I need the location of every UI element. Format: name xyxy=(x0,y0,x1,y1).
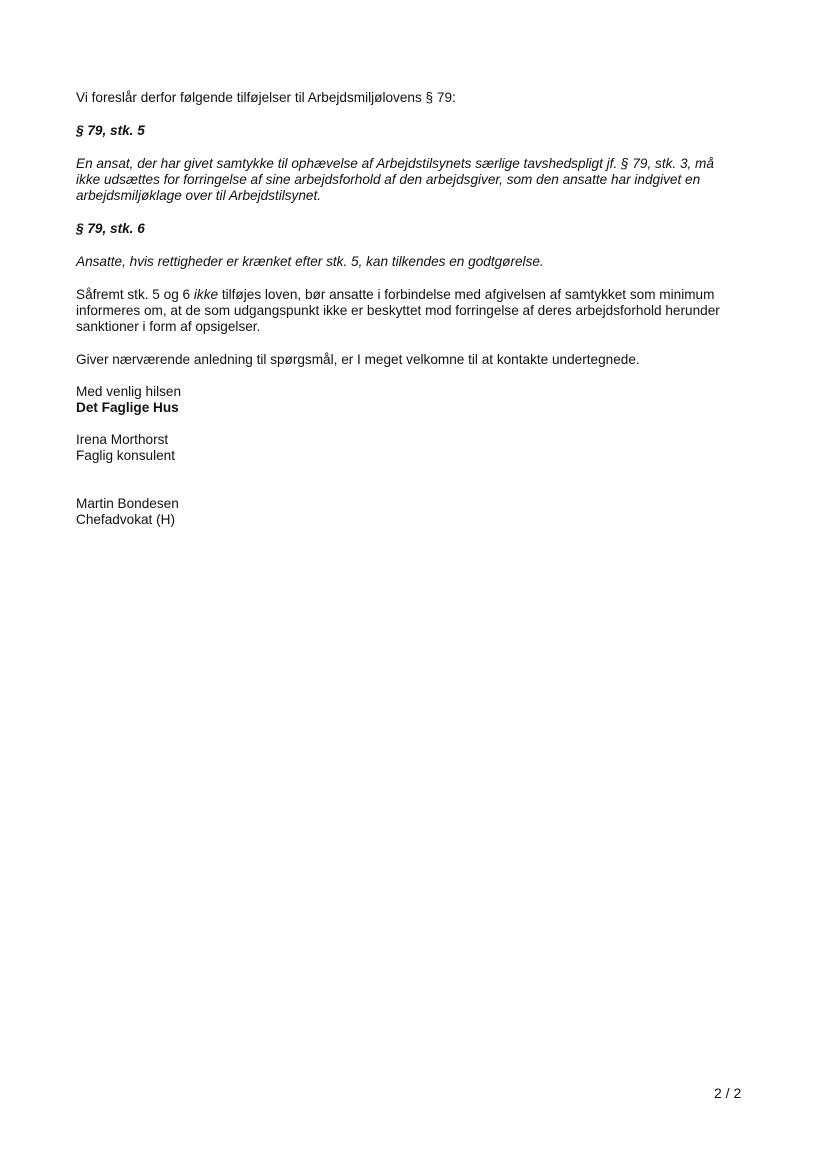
closing-text: Med venlig hilsen xyxy=(76,384,182,399)
section-text-line: arbejdsmiljøklage over til Arbejdstilsynet. xyxy=(76,188,322,203)
section-text-line: En ansat, der har givet samtykke til ophævelse af Arbejdstilsynets særlige tavshedspligt jf. § 79, stk. 3, må xyxy=(76,156,714,171)
signer-title: Chefadvokat (H) xyxy=(76,512,175,527)
signer-name: Irena Morthorst xyxy=(76,432,169,447)
paragraph-text: Såfremt stk. 5 og 6 xyxy=(76,287,194,302)
section-text-stk6: Ansatte, hvis rettigheder er krænket efter stk. 5, kan tilkendes en godtgørelse. xyxy=(76,254,544,269)
paragraph-line: sanktioner i form af opsigelser. xyxy=(76,319,261,334)
section-heading-stk6: § 79, stk. 6 xyxy=(76,221,145,236)
paragraph-text: tilføjes loven, bør ansatte i forbindelse med afgivelsen af samtykket som minimum xyxy=(218,287,715,302)
section-heading-stk5: § 79, stk. 5 xyxy=(76,123,145,138)
paragraph-line: informeres om, at de som udgangspunkt ikke er beskyttet mod forringelse af deres arbejdsforhold herunder xyxy=(76,303,720,318)
section-text-line: ikke udsættes for forringelse af sine arbejdsforhold af den arbejdsgiver, som den ansatte har indgivet en xyxy=(76,172,701,187)
organization-name: Det Faglige Hus xyxy=(76,400,179,415)
emphasis-text: ikke xyxy=(193,287,219,302)
paragraph-line xyxy=(76,287,714,303)
contact-paragraph: Giver nærværende anledning til spørgsmål, er I meget velkomne til at kontakte undertegnede. xyxy=(76,352,640,367)
signer-title: Faglig konsulent xyxy=(76,448,175,463)
page-number: 2 / 2 xyxy=(714,1085,742,1101)
intro-text: Vi foreslår derfor følgende tilføjelser til Arbejdsmiljølovens § 79: xyxy=(76,90,456,105)
signer-name: Martin Bondesen xyxy=(76,496,179,511)
